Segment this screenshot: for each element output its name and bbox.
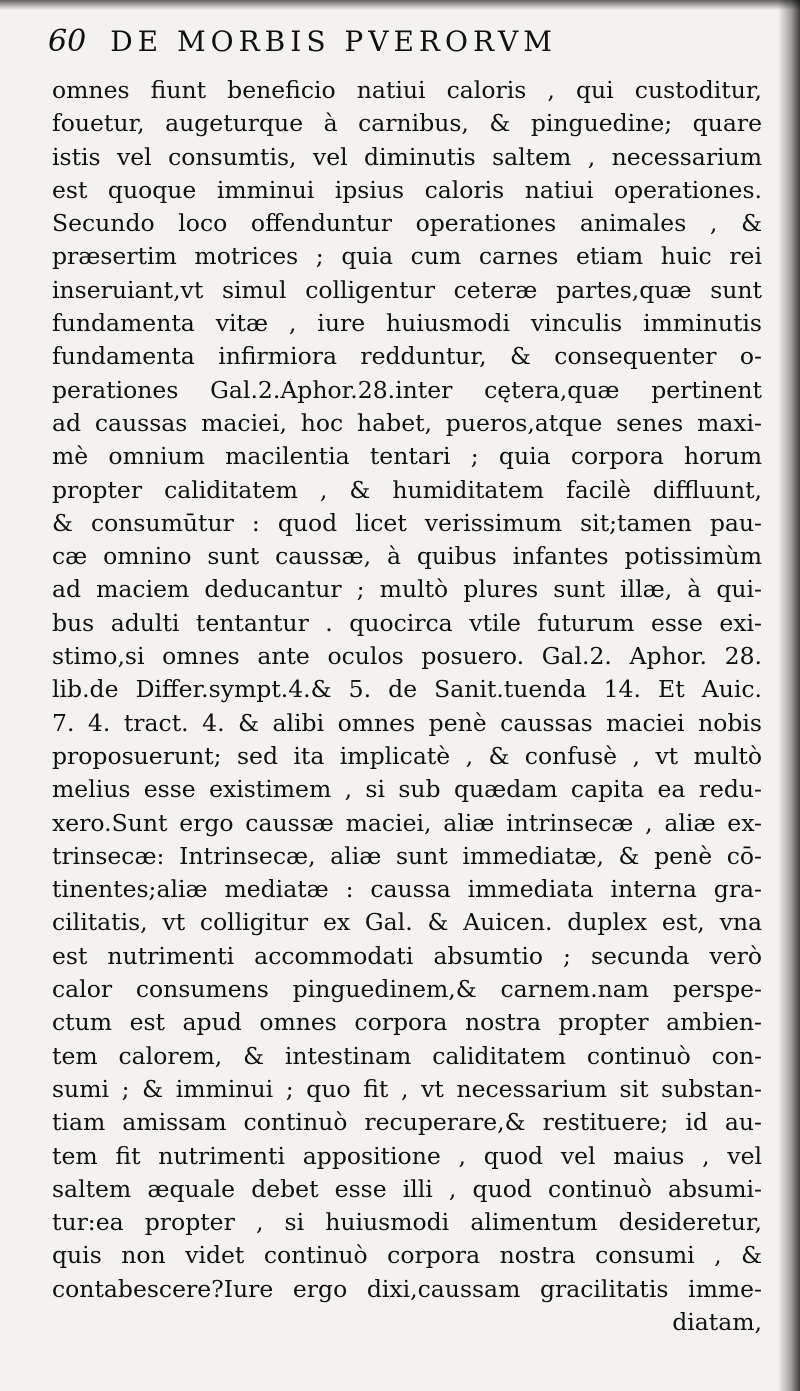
text-line: omnes fiunt beneficio natiui caloris , qui custoditur, — [52, 76, 762, 104]
text-line: bus adulti tentantur . quocirca vtile futurum esse exi- — [52, 608, 762, 637]
text-line: proposuerunt; sed ita implicatè , & confusè , vt multò — [52, 741, 762, 770]
body-text — [52, 74, 762, 1339]
text-line: est quoque imminui ipsius caloris natiui operationes. — [52, 175, 762, 204]
text-line: quis non videt continuò corpora nostra consumi , & — [52, 1241, 762, 1270]
text-line: contabescere?Iure ergo dixi,caussam gracilitatis imme- — [52, 1274, 762, 1303]
text-line: mè omnium macilentia tentari ; quia corpora horum — [52, 442, 762, 471]
text-line: ctum est apud omnes corpora nostra propter ambien- — [52, 1008, 762, 1037]
text-line: tiam amissam continuò recuperare,& restituere; id au- — [52, 1108, 762, 1137]
text-line: xero.Sunt ergo caussæ maciei, aliæ intrinsecæ , aliæ ex- — [52, 808, 762, 837]
text-line: est nutrimenti accommodati absumtio ; secunda verò — [52, 941, 762, 970]
text-line: cilitatis, vt colligitur ex Gal. & Auicen. duplex est, vna — [52, 908, 762, 937]
text-line: propter caliditatem , & humiditatem facilè diffluunt, — [52, 475, 762, 504]
page-header — [48, 24, 748, 64]
text-line: tur:ea propter , si huiusmodi alimentum desideretur, — [52, 1208, 762, 1237]
text-line: tem fit nutrimenti appositione , quod vel maius , vel — [52, 1141, 762, 1170]
text-line: tem calorem, & intestinam caliditatem continuò con- — [52, 1041, 762, 1070]
text-line: cæ omnino sunt caussæ, à quibus infantes potissimùm — [52, 542, 762, 571]
text-line: & consumūtur : quod licet verissimum sit;tamen pau- — [52, 508, 762, 537]
text-line: ad caussas maciei, hoc habet, pueros,atque senes maxi- — [52, 408, 762, 437]
running-title: DE MORBIS PVERORVM — [110, 25, 557, 58]
text-line: trinsecæ: Intrinsecæ, aliæ sunt immediatæ, & penè cō- — [52, 841, 762, 870]
text-line: sumi ; & imminui ; quo fit , vt necessarium sit substan- — [52, 1074, 762, 1103]
text-line: 7. 4. tract. 4. & alibi omnes penè caussas maciei nobis — [52, 708, 762, 737]
page-number: 60 — [48, 24, 87, 59]
text-line: stimo,si omnes ante oculos posuero. Gal.2. Aphor. 28. — [52, 642, 762, 671]
text-line: ad maciem deducantur ; multò plures sunt illæ, à qui- — [52, 575, 762, 604]
text-line: inseruiant,vt simul colligentur ceteræ partes,quæ sunt — [52, 275, 762, 304]
text-line: saltem æquale debet esse illi , quod continuò absumi- — [52, 1174, 762, 1203]
page-gutter-shadow — [778, 0, 800, 1391]
text-line: istis vel consumtis, vel diminutis saltem , necessarium — [52, 142, 762, 171]
catchword-line: diatam, — [672, 1307, 762, 1336]
text-line: perationes Gal.2.Aphor.28.inter cętera,quæ pertinent — [52, 375, 762, 404]
text-line: Secundo loco offenduntur operationes animales , & — [52, 209, 762, 238]
text-line: fouetur, augeturque à carnibus, & pinguedine; quare — [52, 109, 762, 138]
text-line: tinentes;aliæ mediatæ : caussa immediata interna gra- — [52, 875, 762, 904]
text-line: calor consumens pinguedinem,& carnem.nam perspe- — [52, 975, 762, 1004]
text-line: præsertim motrices ; quia cum carnes etiam huic rei — [52, 242, 762, 271]
text-line: lib.de Differ.sympt.4.& 5. de Sanit.tuenda 14. Et Auic. — [52, 675, 762, 704]
text-line: fundamenta infirmiora redduntur, & consequenter o- — [52, 342, 762, 371]
text-line: melius esse existimem , si sub quædam capita ea redu- — [52, 775, 762, 804]
page-top-edge — [0, 0, 800, 10]
text-line: fundamenta vitæ , iure huiusmodi vinculis imminutis — [52, 309, 762, 338]
